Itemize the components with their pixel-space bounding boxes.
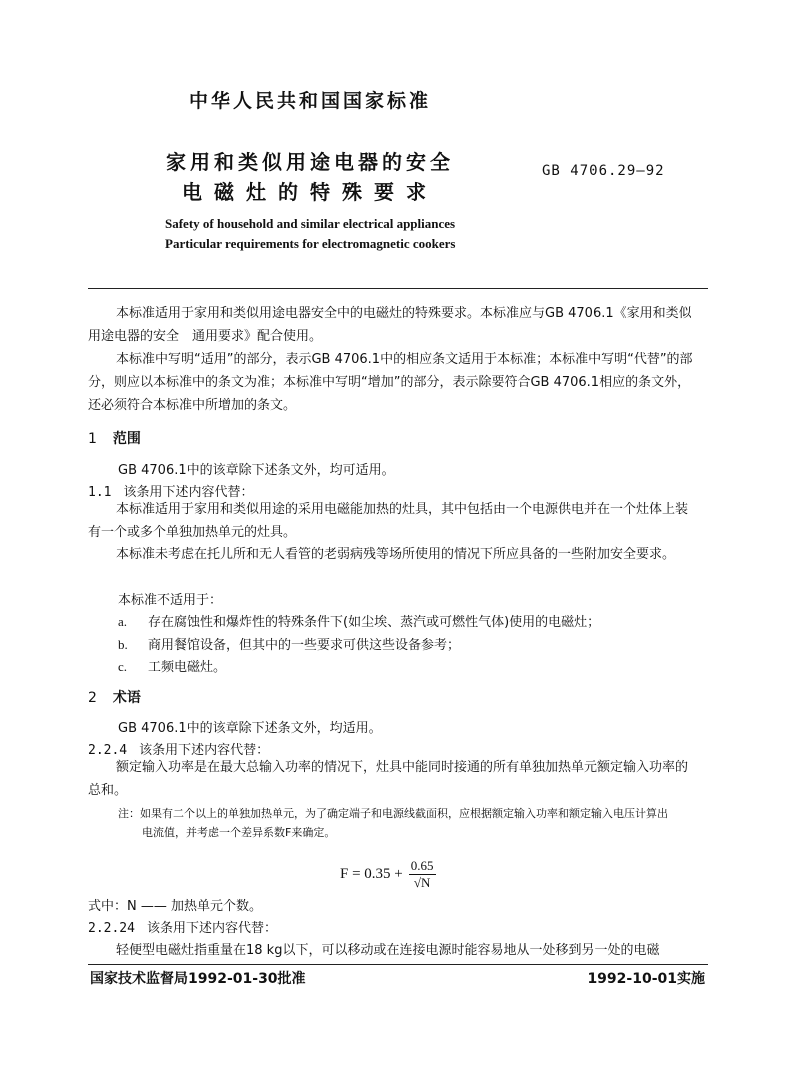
- item-text: 存在腐蚀性和爆炸性的特殊条件下(如尘埃、蒸汽或可燃性气体)使用的电磁灶；: [148, 615, 601, 630]
- standard-code: GB 4706.29—92: [542, 163, 665, 179]
- definition-paragraph: 额定输入功率是在最大总输入功率的情况下，灶具中能同时接通的所有单独加热单元额定输入功率的总和。: [88, 760, 689, 798]
- clause-2-2-24: [88, 917, 277, 936]
- portable-definition-paragraph: 轻便型电磁灶指重量在18 kg以下，可以移动或在连接电源时能容易地从一处移到另一处的电磁: [116, 943, 660, 958]
- intro-paragraph-1: 本标准适用于家用和类似用途电器安全中的电磁灶的特殊要求。本标准应与GB 4706.1《家用和类似用途电器的安全 通用要求》配合使用。: [88, 306, 692, 344]
- footer-divider: [88, 964, 708, 965]
- list-item: [118, 611, 600, 630]
- formula-where: 式中：N —— 加热单元个数。: [88, 899, 262, 914]
- list-item: [118, 634, 460, 653]
- clause-number: 2.2.4: [88, 743, 128, 758]
- scope-paragraph-2: 本标准未考虑在托儿所和无人看管的老弱病残等场所使用的情况下所应具备的一些附加安全要求。: [116, 547, 676, 562]
- clause-number: 1.1: [88, 485, 112, 500]
- scope-paragraph-1: 本标准适用于家用和类似用途的采用电磁能加热的灶具，其中包括由一个电源供电并在一个灶体上装有一个或多个单独加热单元的灶具。: [88, 502, 689, 540]
- item-text: 商用餐馆设备，但其中的一些要求可供这些设备参考；: [148, 638, 461, 653]
- section-1-heading: [88, 428, 141, 448]
- clause-text: 该条用下述内容代替：: [146, 921, 277, 936]
- section-number: 1: [88, 431, 97, 447]
- clause-text: 该条用下述内容代替：: [139, 743, 270, 758]
- item-label: b.: [118, 637, 128, 652]
- effective-date: 1992-10-01实施: [587, 971, 705, 987]
- clause-number: 2.2.24: [88, 921, 135, 936]
- item-text: 工频电磁灶。: [148, 660, 227, 675]
- formula-fraction: [409, 858, 436, 891]
- note-line-2: 电流值，并考虑一个差异系数F来确定。: [142, 826, 336, 839]
- approval-date: 国家技术监督局1992-01-30批准: [90, 971, 306, 987]
- header-divider: [88, 288, 708, 289]
- formula-denominator: √N: [413, 875, 431, 890]
- not-apply-lead: 本标准不适用于：: [118, 593, 223, 608]
- english-title-line1: Safety of household and similar electrical appliances: [165, 216, 456, 231]
- section-2-lead: GB 4706.1中的该章除下述条文外，均适用。: [118, 721, 382, 736]
- item-label: c.: [118, 659, 128, 674]
- clause-text: 该条用下述内容代替：: [123, 485, 254, 500]
- standard-type-heading: 中华人民共和国国家标准: [188, 90, 431, 112]
- list-item: [118, 656, 226, 675]
- formula-lhs: F = 0.35 +: [340, 866, 403, 882]
- note-line-1: 注：如果有二个以上的单独加热单元，为了确定端子和电源线截面积，应根据额定输入功率和额定输入电压计算出: [118, 807, 668, 820]
- section-2-heading: [88, 687, 141, 707]
- section-number: 2: [88, 690, 97, 706]
- section-title: 术语: [112, 690, 141, 706]
- document-title-line2: 电磁灶的特殊要求: [182, 180, 438, 204]
- section-title: 范围: [112, 431, 141, 447]
- intro-paragraph-2: 本标准中写明“适用”的部分，表示GB 4706.1中的相应条文适用于本标准；本标准中写明“代替”的部分，则应以本标准中的条文为准；本标准中写明“增加”的部分，表示除要符合GB 4706.1相应的条文外，还必须符合本标准中所增加的条文。: [88, 352, 693, 413]
- formula-numerator: 0.65: [410, 858, 434, 873]
- english-title-line2: Particular requirements for electromagnetic cookers: [165, 236, 456, 251]
- item-label: a.: [118, 614, 128, 629]
- document-title-line1: 家用和类似用途电器的安全: [166, 150, 454, 174]
- section-1-lead: GB 4706.1中的该章除下述条文外，均可适用。: [118, 463, 395, 478]
- diversity-factor-formula: [340, 858, 436, 891]
